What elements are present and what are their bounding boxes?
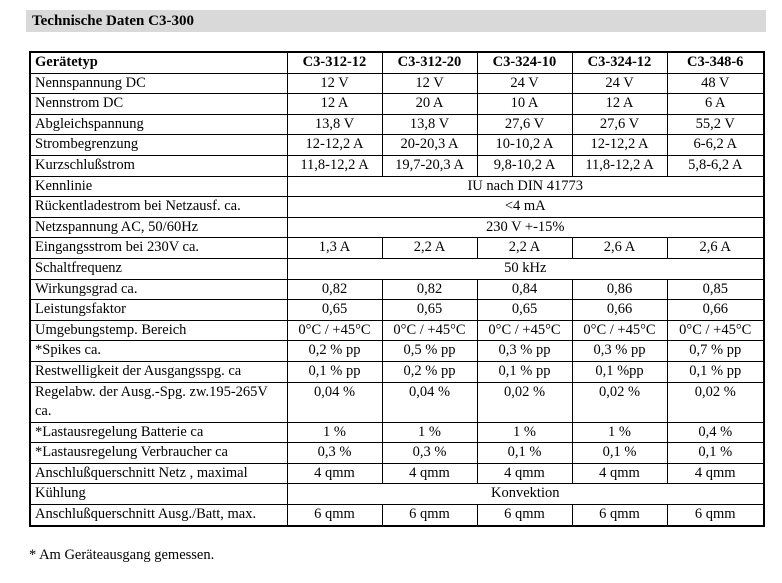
row-label: Kühlung xyxy=(30,484,287,505)
table-cell: 6 qmm xyxy=(477,505,572,526)
table-cell: 4 qmm xyxy=(477,463,572,484)
table-cell: 1 % xyxy=(382,422,477,443)
table-cell: 11,8-12,2 A xyxy=(287,155,382,176)
table-row xyxy=(30,463,764,484)
table-cell: 5,8-6,2 A xyxy=(667,155,764,176)
table-cell: 0,3 % xyxy=(382,443,477,464)
table-cell: Konvektion xyxy=(287,484,764,505)
row-label: Nennstrom DC xyxy=(30,94,287,115)
table-row xyxy=(30,155,764,176)
table-cell: <4 mA xyxy=(287,197,764,218)
table-cell: 13,8 V xyxy=(287,114,382,135)
row-label: *Spikes ca. xyxy=(30,341,287,362)
table-row xyxy=(30,114,764,135)
table-cell: 6-6,2 A xyxy=(667,135,764,156)
spec-table xyxy=(29,51,765,527)
table-cell: 0,1 % xyxy=(477,443,572,464)
header-cell: C3-312-12 xyxy=(287,52,382,73)
table-cell: 12-12,2 A xyxy=(572,135,667,156)
table-cell: 0,1 %pp xyxy=(572,361,667,382)
page-title: Technische Daten C3-300 xyxy=(32,13,194,29)
table-row xyxy=(30,94,764,115)
table-cell: 10-10,2 A xyxy=(477,135,572,156)
header-cell: C3-324-10 xyxy=(477,52,572,73)
table-row xyxy=(30,422,764,443)
table-cell: 0,84 xyxy=(477,279,572,300)
table-cell: 6 qmm xyxy=(572,505,667,526)
table-cell: 6 qmm xyxy=(382,505,477,526)
table-cell: 20 A xyxy=(382,94,477,115)
table-cell: 0,1 % pp xyxy=(667,361,764,382)
table-row xyxy=(30,135,764,156)
row-label: Eingangsstrom bei 230V ca. xyxy=(30,238,287,259)
table-cell: 9,8-10,2 A xyxy=(477,155,572,176)
table-cell: 19,7-20,3 A xyxy=(382,155,477,176)
header-cell: Gerätetyp xyxy=(30,52,287,73)
table-cell: 0,4 % xyxy=(667,422,764,443)
table-row xyxy=(30,238,764,259)
table-cell: 2,2 A xyxy=(477,238,572,259)
row-label: *Lastausregelung Verbraucher ca xyxy=(30,443,287,464)
table-cell: 0,1 % pp xyxy=(477,361,572,382)
table-cell: 1 % xyxy=(287,422,382,443)
table-cell: 12 A xyxy=(572,94,667,115)
table-cell: 2,2 A xyxy=(382,238,477,259)
row-label: Leistungsfaktor xyxy=(30,300,287,321)
table-cell: 1 % xyxy=(477,422,572,443)
table-cell: 0,3 % pp xyxy=(477,341,572,362)
row-label: Anschlußquerschnitt Ausg./Batt, max. xyxy=(30,505,287,526)
table-cell: 0,86 xyxy=(572,279,667,300)
table-cell: 0,82 xyxy=(382,279,477,300)
table-row xyxy=(30,341,764,362)
table-cell: 0,85 xyxy=(667,279,764,300)
row-label: Abgleichspannung xyxy=(30,114,287,135)
table-row xyxy=(30,73,764,94)
table-cell: 0,02 % xyxy=(477,382,572,422)
table-cell: 4 qmm xyxy=(382,463,477,484)
table-cell: 27,6 V xyxy=(572,114,667,135)
table-cell: 12 V xyxy=(382,73,477,94)
table-cell: 0°C / +45°C xyxy=(667,320,764,341)
table-cell: 1 % xyxy=(572,422,667,443)
table-cell: 2,6 A xyxy=(667,238,764,259)
table-cell: 0,5 % pp xyxy=(382,341,477,362)
table-row xyxy=(30,197,764,218)
table-cell: IU nach DIN 41773 xyxy=(287,176,764,197)
table-cell: 27,6 V xyxy=(477,114,572,135)
table-cell: 12 A xyxy=(287,94,382,115)
table-cell: 0,04 % xyxy=(287,382,382,422)
table-cell: 0°C / +45°C xyxy=(477,320,572,341)
header-cell: C3-324-12 xyxy=(572,52,667,73)
table-cell: 6 A xyxy=(667,94,764,115)
row-label: Wirkungsgrad ca. xyxy=(30,279,287,300)
row-label: Strombegrenzung xyxy=(30,135,287,156)
row-label: Rückentladestrom bei Netzausf. ca. xyxy=(30,197,287,218)
table-cell: 0,02 % xyxy=(572,382,667,422)
table-cell: 0,65 xyxy=(287,300,382,321)
footnote: * Am Geräteausgang gemessen. xyxy=(29,547,215,563)
table-cell: 10 A xyxy=(477,94,572,115)
table-cell: 24 V xyxy=(477,73,572,94)
table-row xyxy=(30,443,764,464)
table-cell: 0,2 % pp xyxy=(287,341,382,362)
table-row xyxy=(30,505,764,526)
table-cell: 0,02 % xyxy=(667,382,764,422)
table-row xyxy=(30,320,764,341)
table-cell: 13,8 V xyxy=(382,114,477,135)
table-header-row xyxy=(30,52,764,73)
table-cell: 50 kHz xyxy=(287,258,764,279)
table-cell: 4 qmm xyxy=(572,463,667,484)
table-row xyxy=(30,382,764,422)
table-cell: 230 V +-15% xyxy=(287,217,764,238)
table-cell: 12 V xyxy=(287,73,382,94)
table-cell: 6 qmm xyxy=(667,505,764,526)
table-row xyxy=(30,484,764,505)
table-row xyxy=(30,300,764,321)
table-cell: 0,65 xyxy=(382,300,477,321)
table-row xyxy=(30,279,764,300)
table-cell: 0,3 % xyxy=(287,443,382,464)
table-cell: 0,66 xyxy=(572,300,667,321)
table-cell: 24 V xyxy=(572,73,667,94)
table-cell: 0,1 % pp xyxy=(287,361,382,382)
row-label: *Lastausregelung Batterie ca xyxy=(30,422,287,443)
row-label: Netzspannung AC, 50/60Hz xyxy=(30,217,287,238)
table-cell: 0,66 xyxy=(667,300,764,321)
row-label: Kurzschlußstrom xyxy=(30,155,287,176)
table-cell: 0,04 % xyxy=(382,382,477,422)
table-cell: 11,8-12,2 A xyxy=(572,155,667,176)
table-cell: 2,6 A xyxy=(572,238,667,259)
row-label: Anschlußquerschnitt Netz , maximal xyxy=(30,463,287,484)
row-label: Nennspannung DC xyxy=(30,73,287,94)
table-row xyxy=(30,361,764,382)
table-cell: 12-12,2 A xyxy=(287,135,382,156)
table-cell: 1,3 A xyxy=(287,238,382,259)
row-label: Restwelligkeit der Ausgangsspg. ca xyxy=(30,361,287,382)
table-cell: 55,2 V xyxy=(667,114,764,135)
table-cell: 0°C / +45°C xyxy=(382,320,477,341)
table-cell: 0°C / +45°C xyxy=(572,320,667,341)
table-cell: 48 V xyxy=(667,73,764,94)
table-cell: 0,7 % pp xyxy=(667,341,764,362)
table-row xyxy=(30,176,764,197)
header-cell: C3-312-20 xyxy=(382,52,477,73)
header-cell: C3-348-6 xyxy=(667,52,764,73)
table-cell: 0°C / +45°C xyxy=(287,320,382,341)
table-row xyxy=(30,258,764,279)
title-bar xyxy=(26,10,766,32)
table-cell: 4 qmm xyxy=(287,463,382,484)
table-body xyxy=(30,73,764,526)
table-cell: 0,82 xyxy=(287,279,382,300)
table-cell: 0,3 % pp xyxy=(572,341,667,362)
table-cell: 0,1 % xyxy=(667,443,764,464)
row-label: Schaltfrequenz xyxy=(30,258,287,279)
table-cell: 0,1 % xyxy=(572,443,667,464)
row-label: Regelabw. der Ausg.-Spg. zw.195-265V ca. xyxy=(30,382,287,422)
table-cell: 20-20,3 A xyxy=(382,135,477,156)
row-label: Kennlinie xyxy=(30,176,287,197)
row-label: Umgebungstemp. Bereich xyxy=(30,320,287,341)
table-cell: 6 qmm xyxy=(287,505,382,526)
table-cell: 0,2 % pp xyxy=(382,361,477,382)
table-row xyxy=(30,217,764,238)
table-cell: 4 qmm xyxy=(667,463,764,484)
table-cell: 0,65 xyxy=(477,300,572,321)
